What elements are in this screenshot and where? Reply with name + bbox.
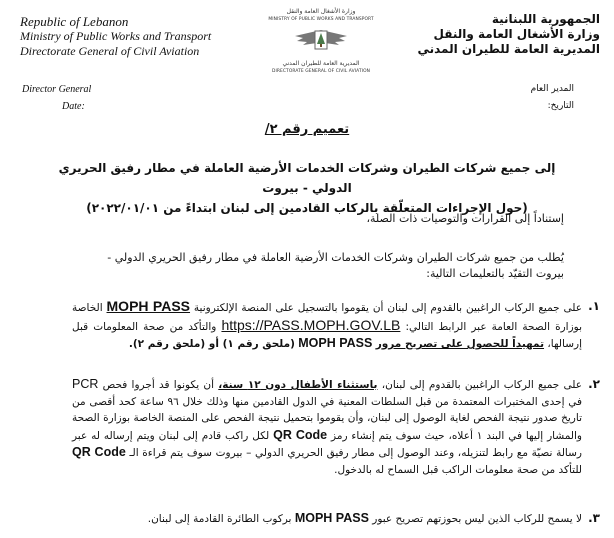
item-text: على جميع الركاب الراغبين بالقدوم إلى لبنان، bbox=[381, 379, 583, 391]
item-text: (ملحق رقم ١) أو (ملحق رقم ٢). bbox=[128, 338, 295, 350]
item-text: لكل راكب قادم إلى لبنان ويتم إرساله له عبر رسالة نصيّة مع رابط لتنزيله، وعند الوصول إلى مطار رفيق الحريري الدولي – بيروت سوف يتم قراءة الـ bbox=[72, 429, 582, 459]
header-english bbox=[20, 14, 235, 59]
item-number: ٣. bbox=[588, 511, 600, 525]
item-text: بركوب الطائرة القادمة إلى لبنان. bbox=[147, 513, 292, 525]
header-en-country: Republic of Lebanon bbox=[20, 14, 129, 29]
circular-title: تعميم رقم ٢/ bbox=[264, 122, 350, 137]
item-text: للتأكد من صحة معلومات الراكب قبل السماح له بالدخول. bbox=[334, 463, 582, 476]
emblem-en-directorate: DIRECTORATE GENERAL OF CIVIL AVIATION bbox=[271, 69, 371, 74]
instruction-item-1 bbox=[72, 298, 600, 353]
item-emphasis: تمهيداً للحصول على تصريح مرور bbox=[375, 338, 545, 350]
director-general-label-ar: المدير العام bbox=[530, 84, 574, 94]
pcr-label: PCR bbox=[72, 377, 99, 391]
item-text: لا يسمح للركاب الذين ليس بحوزتهم تصريح عبور bbox=[372, 513, 582, 525]
moph-pass-brand: MOPH PASS bbox=[106, 298, 191, 314]
ministry-emblem bbox=[256, 8, 386, 78]
date-label-ar: التاريخ: bbox=[547, 101, 574, 111]
request-paragraph: يُطلب من جميع شركات الطيران وشركات الخدمات الأرضية العاملة في مطار رفيق الحريري الدولي - بيروت التقيّد بالتعليمات التالية: bbox=[107, 251, 564, 280]
header-ar-country: الجمهورية اللبنانية bbox=[491, 12, 600, 26]
subject-line-2: (حول الإجراءات المتعلّقة بالركاب القادمين إلى لبنان ابتداءً من ٢٠٢٢/٠١/٠١) bbox=[86, 201, 528, 215]
instruction-item-3 bbox=[72, 510, 600, 528]
item-text: في إحدى المختبرات المعتمدة من قبل السلطات المعنية في الدول القادمين منها وذلك خلال ٩٦ ساعة كحد أقصى من تاريخ صدور نتيجة الفحص لغاية الوصول إلى لبنان، وأن يقوموا بتحميل نتيجة الفحص على المنصة الخاصة بوزارة الصحة والمشار إليها في البند ١ أعلاه، حيث سوف يتم إنشاء رمز bbox=[72, 395, 582, 442]
header-arabic bbox=[400, 12, 600, 57]
qr-code-label: QR Code bbox=[72, 445, 126, 459]
emblem-en-ministry: MINISTRY OF PUBLIC WORKS AND TRANSPORT bbox=[268, 17, 374, 22]
qr-code-label: QR Code bbox=[273, 427, 328, 442]
subject-line-1: إلى جميع شركات الطيران وشركات الخدمات الأرضية العاملة في مطار رفيق الحريري الدولي - بيروت bbox=[58, 161, 556, 195]
header-ar-ministry: وزارة الأشغال العامة والنقل bbox=[433, 27, 600, 41]
item-text: أن يكونوا قد أجروا فحص bbox=[102, 379, 215, 391]
header-en-directorate: Directorate General of Civil Aviation bbox=[20, 44, 200, 58]
moph-pass-link[interactable]: https://PASS.MOPH.GOV.LB bbox=[221, 316, 401, 333]
winged-emblem-icon bbox=[293, 26, 349, 54]
reference-paragraph: إستناداً إلى القرارات والتوصيات ذات الصلة، bbox=[366, 212, 564, 225]
circular-subject bbox=[40, 158, 574, 218]
item-text: الخاصة بوزارة الصحة العامة عبر الرابط التالي: bbox=[72, 302, 583, 333]
moph-pass-brand: MOPH PASS bbox=[298, 336, 373, 350]
date-label-en: Date: bbox=[62, 101, 85, 112]
instruction-item-2 bbox=[72, 376, 600, 478]
emblem-ar-ministry: وزارة الأشغال العامة والنقل bbox=[286, 8, 356, 15]
children-exception: باستثناء الأطفال دون ١٢ سنة، bbox=[218, 379, 378, 391]
item-text: على جميع الركاب الراغبين بالقدوم إلى لبنان أن يقوموا بالتسجيل على المنصة الإلكترونية bbox=[193, 302, 583, 314]
emblem-ar-directorate: المديرية العامة للطيران المدني bbox=[282, 60, 360, 67]
director-general-label-en: Director General bbox=[22, 84, 92, 95]
item-number: ١. bbox=[588, 299, 600, 313]
header-en-ministry: Ministry of Public Works and Transport bbox=[20, 29, 212, 43]
header-ar-directorate: المديرية العامة للطيران المدني bbox=[417, 42, 600, 56]
moph-pass-brand: MOPH PASS bbox=[294, 511, 369, 525]
item-number: ٢. bbox=[588, 377, 600, 391]
item-text: والتأكد من صحة المعلومات قبل إرسالها، bbox=[72, 320, 582, 350]
